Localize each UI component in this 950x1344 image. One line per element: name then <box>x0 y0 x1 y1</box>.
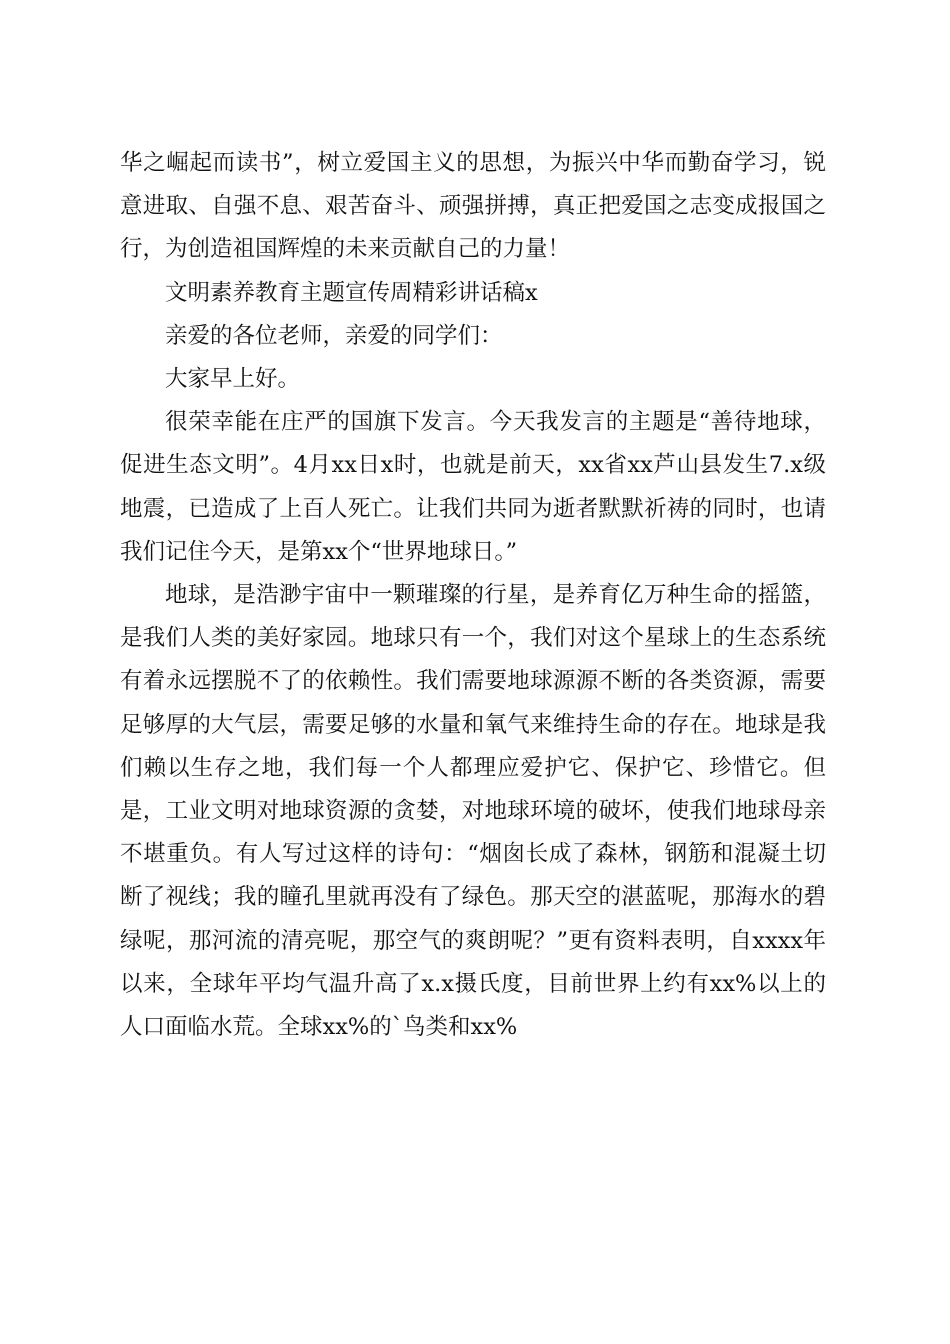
paragraph-title: 文明素养教育主题宣传周精彩讲话稿x <box>165 279 538 306</box>
paragraph-continuation: 华之崛起而读书”，树立爱国主义的思想，为振兴中华而勤奋学习，锐意进取、自强不息、艰苦奋斗、顽强拼搏，真正把爱国之志变成报国之行，为创造祖国辉煌的未来贡献自己的力量！ <box>120 150 826 263</box>
paragraph-greeting: 大家早上好。 <box>165 366 301 393</box>
paragraph-body: 地球，是浩渺宇宙中一颗璀璨的行星，是养育亿万种生命的摇篮，是我们人类的美好家园。地球只有一个，我们对这个星球上的生态系统有着永远摆脱不了的依赖性。我们需要地球源源不断的各类资源，需要足够厚的大气层，需要足够的水量和氧气来维持生命的存在。地球是我们赖以生存之地，我们每一个人都理应爱护它、保护它、珍惜它。但是，工业文明对地球资源的贪婪，对地球环境的破坏，使我们地球母亲不堪重负。有人写过这样的诗句：“烟囱长成了森林，钢筋和混凝土切断了视线；我的瞳孔里就再没有了绿色。那天空的湛蓝呢，那海水的碧绿呢，那河流的清亮呢，那空气的爽朗呢？”更有资料表明，自xxxx年以来，全球年平均气温升高了x.x摄氏度，目前世界上约有xx%以上的人口面临水荒。全球xx%的`鸟类和xx% <box>120 582 826 1041</box>
paragraph-intro: 很荣幸能在庄严的国旗下发言。今天我发言的主题是“善待地球，促进生态文明”。4月xx日x时，也就是前天，xx省xx芦山县发生7.x级地震，已造成了上百人死亡。让我们共同为逝者默默祈祷的同时，也请我们记住今天，是第xx个“世界地球日。” <box>120 409 826 565</box>
document-body <box>120 142 826 1049</box>
paragraph-salutation: 亲爱的各位老师，亲爱的同学们： <box>165 322 503 349</box>
